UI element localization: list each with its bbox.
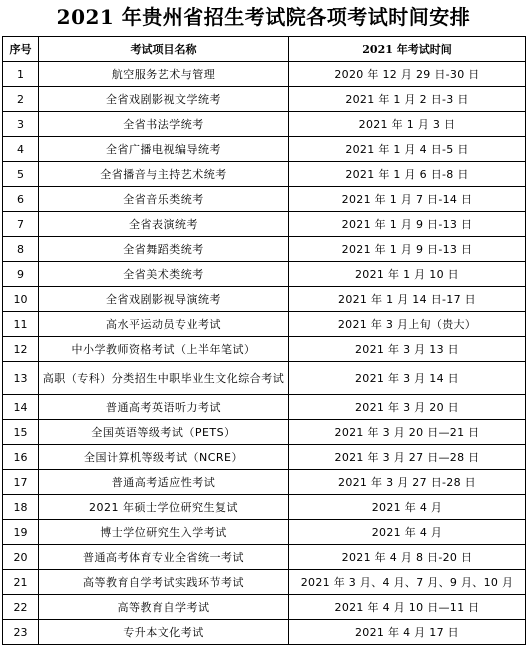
table-row	[3, 112, 526, 137]
row-name: 全省舞蹈类统考	[39, 237, 289, 262]
row-time: 2021 年 4 月	[289, 495, 526, 520]
row-name: 全省播音与主持艺术统考	[39, 162, 289, 187]
row-name: 高职（专科）分类招生中职毕业生文化综合考试	[39, 362, 289, 395]
row-no: 12	[3, 337, 39, 362]
row-name: 中小学教师资格考试（上半年笔试）	[39, 337, 289, 362]
row-name: 全国英语等级考试（PETS）	[39, 420, 289, 445]
row-time: 2021 年 1 月 14 日-17 日	[289, 287, 526, 312]
table-row	[3, 87, 526, 112]
row-name: 专升本文化考试	[39, 620, 289, 645]
row-time: 2021 年 1 月 7 日-14 日	[289, 187, 526, 212]
table-row	[3, 470, 526, 495]
row-no: 9	[3, 262, 39, 287]
row-time: 2021 年 3 月、4 月、7 月、9 月、10 月	[289, 570, 526, 595]
row-time: 2021 年 3 月 27 日—28 日	[289, 445, 526, 470]
table-row	[3, 62, 526, 87]
table-row	[3, 495, 526, 520]
row-name: 全省美术类统考	[39, 262, 289, 287]
row-time: 2021 年 1 月 6 日-8 日	[289, 162, 526, 187]
table-row	[3, 137, 526, 162]
row-time: 2021 年 3 月 13 日	[289, 337, 526, 362]
row-no: 2	[3, 87, 39, 112]
row-name: 普通高考适应性考试	[39, 470, 289, 495]
row-no: 13	[3, 362, 39, 395]
row-time: 2021 年 3 月 27 日-28 日	[289, 470, 526, 495]
table-row	[3, 445, 526, 470]
row-time: 2021 年 1 月 4 日-5 日	[289, 137, 526, 162]
row-name: 普通高考英语听力考试	[39, 395, 289, 420]
row-name: 高水平运动员专业考试	[39, 312, 289, 337]
row-time: 2021 年 4 月 17 日	[289, 620, 526, 645]
row-name: 普通高考体育专业全省统一考试	[39, 545, 289, 570]
row-time: 2021 年 1 月 9 日-13 日	[289, 212, 526, 237]
row-no: 14	[3, 395, 39, 420]
table-row	[3, 570, 526, 595]
table-row	[3, 312, 526, 337]
row-no: 10	[3, 287, 39, 312]
row-time: 2021 年 3 月 20 日	[289, 395, 526, 420]
table-row	[3, 420, 526, 445]
row-time: 2020 年 12 月 29 日-30 日	[289, 62, 526, 87]
row-no: 7	[3, 212, 39, 237]
row-time: 2021 年 1 月 3 日	[289, 112, 526, 137]
table-body	[3, 62, 526, 645]
header-time: 2021 年考试时间	[289, 37, 526, 62]
table-row	[3, 362, 526, 395]
row-time: 2021 年 3 月 14 日	[289, 362, 526, 395]
row-no: 5	[3, 162, 39, 187]
header-name: 考试项目名称	[39, 37, 289, 62]
row-name: 全省戏剧影视导演统考	[39, 287, 289, 312]
table-row	[3, 395, 526, 420]
exam-schedule-table	[2, 36, 526, 645]
row-name: 全省书法学统考	[39, 112, 289, 137]
row-name: 高等教育自学考试实践环节考试	[39, 570, 289, 595]
table-row	[3, 520, 526, 545]
table-row	[3, 595, 526, 620]
row-name: 航空服务艺术与管理	[39, 62, 289, 87]
row-no: 19	[3, 520, 39, 545]
row-name: 高等教育自学考试	[39, 595, 289, 620]
page-title: 2021 年贵州省招生考试院各项考试时间安排	[56, 5, 471, 29]
row-name: 全省广播电视编导统考	[39, 137, 289, 162]
table-row	[3, 162, 526, 187]
table-row	[3, 620, 526, 645]
table-row	[3, 237, 526, 262]
row-time: 2021 年 1 月 2 日-3 日	[289, 87, 526, 112]
table-row	[3, 212, 526, 237]
row-time: 2021 年 3 月 20 日—21 日	[289, 420, 526, 445]
row-no: 3	[3, 112, 39, 137]
row-name: 全省音乐类统考	[39, 187, 289, 212]
row-no: 18	[3, 495, 39, 520]
row-no: 23	[3, 620, 39, 645]
row-name: 2021 年硕士学位研究生复试	[39, 495, 289, 520]
row-no: 6	[3, 187, 39, 212]
row-no: 15	[3, 420, 39, 445]
table-row	[3, 262, 526, 287]
table-row	[3, 545, 526, 570]
row-time: 2021 年 3 月上旬（贵大）	[289, 312, 526, 337]
table-header-row	[3, 37, 526, 62]
table-row	[3, 187, 526, 212]
row-no: 11	[3, 312, 39, 337]
row-time: 2021 年 1 月 10 日	[289, 262, 526, 287]
header-no: 序号	[3, 37, 39, 62]
table-row	[3, 337, 526, 362]
row-name: 全省表演统考	[39, 212, 289, 237]
row-no: 20	[3, 545, 39, 570]
row-name: 全国计算机等级考试（NCRE）	[39, 445, 289, 470]
row-no: 22	[3, 595, 39, 620]
row-time: 2021 年 4 月 10 日—11 日	[289, 595, 526, 620]
row-no: 4	[3, 137, 39, 162]
row-name: 全省戏剧影视文学统考	[39, 87, 289, 112]
row-no: 21	[3, 570, 39, 595]
row-no: 1	[3, 62, 39, 87]
row-no: 8	[3, 237, 39, 262]
row-no: 17	[3, 470, 39, 495]
table-row	[3, 287, 526, 312]
row-time: 2021 年 4 月	[289, 520, 526, 545]
row-no: 16	[3, 445, 39, 470]
row-name: 博士学位研究生入学考试	[39, 520, 289, 545]
row-time: 2021 年 4 月 8 日-20 日	[289, 545, 526, 570]
row-time: 2021 年 1 月 9 日-13 日	[289, 237, 526, 262]
